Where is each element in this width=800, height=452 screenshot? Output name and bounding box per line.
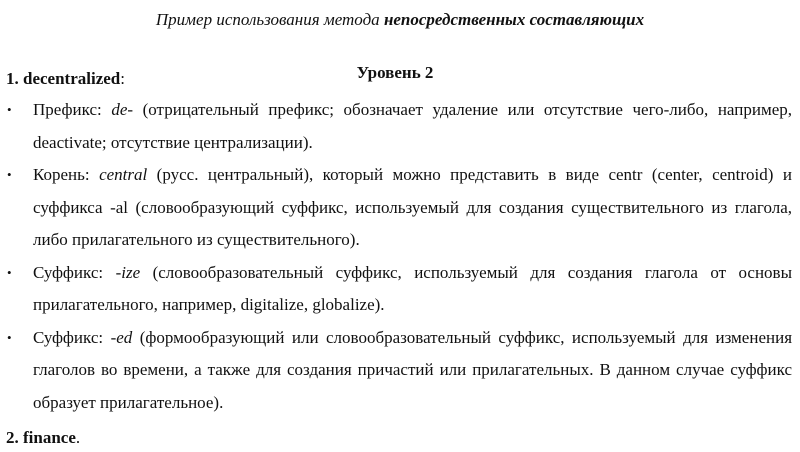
list-item <box>0 322 800 420</box>
bullet-text: (русс. центральный), который можно представить в виде centr (center, centroid) и суффикса -al (словообразующий суффикс, используемый для создания существительного из глагола, либо прилагательного из существительного). <box>33 165 792 249</box>
item-number: 1. <box>6 69 19 88</box>
item-heading-2 <box>6 427 80 449</box>
bullet-text: (словообразовательный суффикс, используемый для создания глагола от основы прилагательного, например, digitalize, globalize). <box>33 262 792 314</box>
morpheme-list <box>0 94 800 419</box>
list-item <box>0 159 800 257</box>
bullet-label: Корень: <box>33 165 100 184</box>
list-item <box>0 257 800 322</box>
item-word: decentralized <box>23 69 121 88</box>
item-heading-1 <box>6 68 125 90</box>
item-word: finance <box>23 428 76 447</box>
bullet-term: -ed <box>110 327 133 347</box>
item-number: 2. <box>6 428 19 447</box>
document-title <box>0 8 800 32</box>
title-emphasis: непосредственных составляющих <box>383 10 645 29</box>
bullet-label: Префикс: <box>33 100 112 119</box>
item-trail: : <box>120 69 125 88</box>
bullet-label: Суффикс: <box>33 327 111 347</box>
title-text: Пример использования метода <box>155 10 384 29</box>
bullet-term: central <box>99 165 148 184</box>
bullet-text: (отрицательный префикс; обозначает удаление или отсутствие чего-либо, например, deactivate; отсутствие централизации). <box>33 100 793 152</box>
bullet-term: -ize <box>115 262 141 282</box>
level-heading: Уровень 2 <box>356 63 434 82</box>
list-item <box>0 94 800 159</box>
bullet-term: de- <box>111 100 134 119</box>
item-trail: . <box>75 428 81 447</box>
bullet-text: (формообразующий или словообразовательный суффикс, используемый для изменения глаголов во времени, а также для создания причастий или прилагательных. В данном случае суффикс образует прилагательное). <box>33 327 793 412</box>
bullet-label: Суффикс: <box>33 262 116 282</box>
